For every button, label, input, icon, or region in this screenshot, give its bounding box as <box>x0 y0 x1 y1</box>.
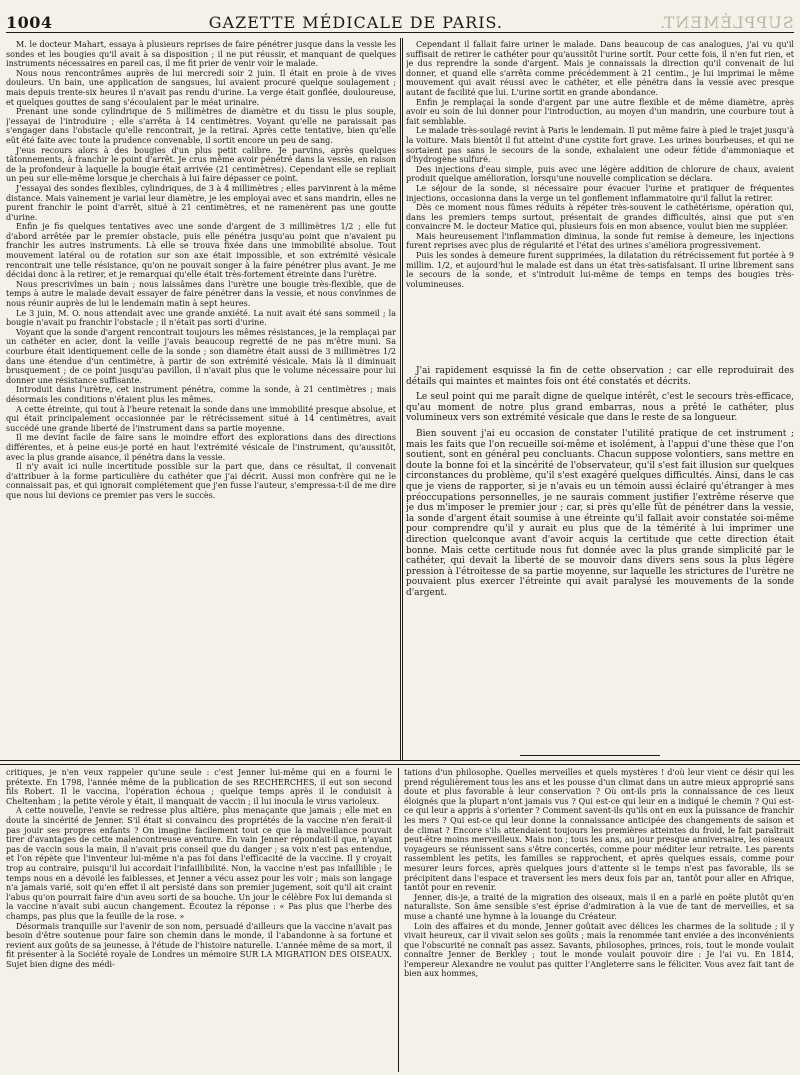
paragraph: Dès ce moment nous fûmes réduits à répéter très-souvent le cathétérisme, opération qui, dans les premiers temps surtout, présentait de grandes difficultés, ainsi que put s'en convaincre M. le docteur Matice qui, plusieurs fois en mon absence, voulut bien me suppléer. <box>406 203 794 232</box>
paragraph: Puis les sondes à demeure furent supprimées, la dilatation du rétrécissement fut portée à 9 millim. 1/2, et aujourd'hui le malade est dans un état très-satisfaisant. Il urine librement sans le secours de la sonde, et s'introduit lui-même de temps en temps des bougies très-volumineuses. <box>406 251 794 289</box>
article-column-right-conclusion <box>406 366 794 752</box>
paragraph: A cette étreinte, qui tout à l'heure retenait la sonde dans une immobilité presque absolue, et qui était principalement occasionnée par le rétrécissement situé à 14 centimètres, avait succédé une grande liberté de l'instrument dans sa partie moyenne. <box>6 404 396 433</box>
article-end-rule <box>520 755 660 756</box>
article-column-left <box>6 40 396 756</box>
paragraph: Jenner, dis-je, a traité de la migration des oiseaux, mais il en a parlé en poëte plutôt qu'en naturaliste. Son âme sensible s'est éprise d'admiration à la vue de tant de merveilles, et sa muse a chanté une hymne à la louange du Créateur. <box>404 892 794 921</box>
paragraph: Prenant une sonde cylindrique de 5 millimètres de diamètre et du tissu le plus souple, j'essayai de l'introduire ; elle s'arrêta à 14 centimètres. Voyant qu'elle ne paraissait pas s'engager dans l'obstacle qu'elle rencontrait, je la retirai. Après cette tentative, bien qu'elle eût été faite avec toute la prudence convenable, il sortit encore un peu de sang. <box>6 107 396 145</box>
paragraph: Nous nous rencontrâmes auprès de lui mercredi soir 2 juin. Il était en proie à de vives douleurs. Un bain, une application de sangsues, lui avaient procuré quelque soulagement ; mais depuis trente-six heures il n'avait pas rendu d'urine. La verge était gonflée, douloureuse, et quelques gouttes de sang s'écoulaient par le méat urinaire. <box>6 68 396 107</box>
paragraph: Cependant il fallait faire uriner le malade. Dans beaucoup de cas analogues, j'ai vu qu'il suffisait de retirer le cathéter pour qu'aussitôt l'urine sortît. Pour cette fois, il n'en fut rien, et je dus reprendre la sonde d'argent. Mais je connaissais la direction qu'il convenait de lui donner, et quand elle s'arrêta comme précédemment à 21 centim., je lui imprimai le même mouvement qui avait réussi avec le cathéter, et elle pénétra dans la vessie avec presque autant de facilité que lui. L'urine sortit en grande abondance. <box>406 40 794 97</box>
paragraph: Introduit dans l'urètre, cet instrument pénétra, comme la sonde, à 21 centimètres ; mais désormais les conditions n'étaient plus les mêmes. <box>6 385 396 404</box>
paragraph: tations d'un philosophe. Quelles merveilles et quels mystères ! d'où leur vient ce désir qui les prend régulièrement tous les ans et les pousse d'un climat dans un autre mieux approprié sans doute et plus favorable à leur conservation ? Où ont-ils pris la connaissance de ces lieux éloignés que la plupart n'ont jamais vus ? Qui est-ce qui leur en a indiqué le chemin ? Qui est-ce qui leur a appris à s'orienter ? Comment savent-ils qu'ils ont en eux la puissance de franchir les mers ? Qui est-ce qui leur donne la connaissance anticipée des changements de saison et de climat ? Encore s'ils attendaient toujours les premières atteintes du froid, le fait paraîtrait peut-être moins merveilleux. Mais non ; tous les ans, au jour presque anniversaire, les oiseaux voyageurs se réunissent sans s'être concertés, comme pour méditer leur retraite. Les parents rassemblent les petits, les familles se rapprochent, et après quelques essais, comme pour mesurer leurs forces, après quelques jours d'attente si le temps n'est pas favorable, ils se précipitent dans l'espace et traversent les mers deux fois par an, tantôt pour aller en Afrique, tantôt pour en revenir. <box>404 768 794 893</box>
paragraph: J'eus recours alors à des bougies d'un plus petit calibre. Je parvins, après quelques tâtonnements, à franchir le point d'arrêt. Je crus même avoir pénétré dans la vessie, en raison de la profondeur à laquelle la bougie était arrivée (21 centimètres). Cependant elle se repliait un peu sur elle-même lorsque je cherchais à lui faire dépasser ce point. <box>6 145 396 184</box>
paragraph: Mais heureusement l'inflammation diminua, la sonde fut remise à demeure, les injections furent reprises avec plus de régularité et l'état des urines s'améliora progressivement. <box>406 231 794 251</box>
paragraph: critiques, je n'en veux rappeler qu'une seule : c'est Jenner lui-même qui en a fourni le prétexte. En 1798, l'année même de la publication de ses RECHERCHES, il eut son second fils Robert. Il le vaccina, l'opération échoua ; quelque temps après il le conduisit à Cheltenham ; la petite vérole y était, il manquait de vaccin ; il lui inocula le virus varioleux. <box>6 768 392 806</box>
paragraph: Le malade très-soulagé revint à Paris le lendemain. Il put même faire à pied le trajet jusqu'à la voiture. Mais bientôt il fut atteint d'une cystite fort grave. Les urines bourbeuses, et qui ne sortaient pas sans le secours de la sonde, exhalaient une odeur fétide d'ammoniaque et d'hydrogène sulfuré. <box>406 126 794 165</box>
paragraph: J'ai rapidement esquissé la fin de cette observation ; car elle reproduirait des détails qui maintes et maintes fois ont été constatés et décrits. <box>406 366 794 387</box>
paragraph: J'essayai des sondes flexibles, cylindriques, de 3 à 4 millimètres ; elles parvinrent à la même distance. Mais vainement je variai leur diamètre, je les employai avec et sans mandrin, elles ne purent franchir le point d'arrêt, situé à 21 centimètres, et ne ramenèrent pas une goutte d'urine. <box>6 183 396 222</box>
paragraph: Le seul point qui me paraît digne de quelque intérêt, c'est le secours très-efficace, qu'au moment de notre plus grand embarras, nous a prêté le cathéter, plus volumineux vers son extrémité vésicale que dans le reste de sa longueur. <box>406 392 794 424</box>
feuilleton-column-right <box>404 768 794 1073</box>
journal-title: GAZETTE MÉDICALE DE PARIS. <box>208 13 503 32</box>
column-divider <box>402 38 403 760</box>
paragraph: Le 3 juin, M. O. nous attendait avec une grande anxiété. La nuit avait été sans sommeil ; la bougie n'avait pu franchir l'obstacle ; il n'était pas sorti d'urine. <box>6 308 396 328</box>
paragraph: Des injections d'eau simple, puis avec une légère addition de chlorure de chaux, avaient produit quelque amélioration, lorsqu'une nouvelle complication se déclara. <box>406 164 794 184</box>
feuilleton-rule <box>0 760 800 765</box>
paragraph: Voyant que la sonde d'argent rencontrait toujours les mêmes résistances, je la remplaçai par un cathéter en acier, dont la veille j'avais beaucoup regretté de ne pas m'être muni. Sa courbure était identiquement celle de la sonde ; son diamètre était aussi de 3 millimètres 1/2 dans une étendue d'un centimètre, à partir de son extrémité vésicale. Mais là il diminuait brusquement ; de ce point jusqu'au pavillon, il n'avait plus que le volume nécessaire pour lui donner une résistance suffisante. <box>6 327 396 385</box>
paragraph: Il n'y avait ici nulle incertitude possible sur la part que, dans ce résultat, il convenait d'attribuer à la forme particulière du cathéter que j'ai décrit. Aussi mon confrère qui ne le connaissait pas, et qui ignorait complétement que j'en fusse l'auteur, s'empressa-t-il de me dire que nous lui devions ce premier pas vers le succès. <box>6 462 396 500</box>
feuilleton-column-left <box>6 768 392 1073</box>
paragraph: Il me devint facile de faire sans le moindre effort des explorations dans des directions différentes, et à peine eus-je porté en haut l'extrémité vésicale de l'instrument, qu'aussitôt, avec la plus grande aisance, il pénétra dans la vessie. <box>6 433 396 462</box>
paragraph: Enfin je remplaçai la sonde d'argent par une autre flexible et de même diamètre, après avoir eu soin de lui donner pour l'introduction, au moyen d'un mandrin, une courbure tout à fait semblable. <box>406 97 794 126</box>
paragraph: Enfin je fis quelques tentatives avec une sonde d'argent de 3 millimètres 1/2 ; elle fut d'abord arrêtée par le premier obstacle, puis elle pénétra jusqu'au point que n'avaient pu franchir les autres instruments. Là elle se trouva fixée dans une immobilité absolue. Tout mouvement latéral ou de rotation sur son axe était impossible, et son extrémité vésicale rencontrait une telle résistance, qu'on ne pouvait songer à la faire pénétrer plus avant. Je me décidai donc à la retirer, et je remarquai qu'elle était très-fortement étreinte dans l'urètre. <box>6 222 396 280</box>
paragraph: Le séjour de la sonde, si nécessaire pour évacuer l'urine et pratiquer de fréquentes injections, occasionna dans la verge un tel gonflement inflammatoire qu'il fallut la retirer. <box>406 183 794 203</box>
article-column-right <box>406 40 794 356</box>
paragraph: A cette nouvelle, l'envie se redresse plus altière, plus menaçante que jamais ; elle met en doute la sincérité de Jenner. S'il était si convaincu des propriétés de la vaccine n'en ferait-il pas jouir ses propres enfants ? On imagine facilement tout ce que la malveillance pouvait tirer d'avantages de cette malencontreuse aventure. En vain Jenner répondait-il que, n'ayant pas de vaccin sous la main, il n'avait pris conseil que du danger ; sa voix n'est pas entendue, et l'on répète que l'inventeur lui-même n'a pas foi dans l'efficacité de la vaccine. Il y croyait trop au contraire, puisqu'il lui accordait l'infaillibilité. Non, la vaccine n'est pas infaillible ; le temps nous en a dévoilé les faiblesses, et Jenner a vécu assez pour les voir ; mais son langage n'a jamais varié, soit qu'en effet il ait persisté dans son premier jugement, soit qu'il ait craint l'abus qu'on pourrait faire d'un aveu sorti de sa bouche. Un jour le célèbre Fox lui demanda si la vaccine n'avait subi aucun changement. Écoutez la réponse : « Pas plus que l'herbe des champs, pas plus que la feuille de la rose. » <box>6 806 392 921</box>
page-number: 1004 <box>6 13 53 32</box>
paragraph: Désormais tranquille sur l'avenir de son nom, persuadé d'ailleurs que la vaccine n'avait pas besoin d'être soutenue pour faire son chemin dans le monde, il l'abandonne à sa fortune et revient aux goûts de sa jeunesse, à l'étude de l'histoire naturelle. L'année même de sa mort, il fit présenter à la Société royale de Londres un mémoire SUR LA MIGRATION DES OISEAUX. Sujet bien digne des médi- <box>6 921 392 969</box>
page-header <box>6 6 794 33</box>
column-divider <box>400 38 401 760</box>
paragraph: M. le docteur Mahart, essaya à plusieurs reprises de faire pénétrer jusque dans la vessie les sondes et les bougies qu'il avait à sa disposition ; il ne put réussir, et manquant de quelques instruments nécessaires en pareil cas, il me fit prier de venir voir le malade. <box>6 40 396 69</box>
paragraph: Bien souvent j'ai eu occasion de constater l'utilité pratique de cet instrument ; mais les faits que l'on recueille soi-même et isolément, à l'appui d'une thèse que l'on soutient, sont en général peu concluants. Chacun suppose volontiers, sans mettre en doute la bonne foi et la sincérité de l'observateur, qu'il s'est fait illusion sur quelques circonstances du problème, qu'il s'est exagéré quelques difficultés. Ainsi, dans le cas que je viens de rapporter, si je n'avais eu un témoin aussi éclairé qu'étranger à mes préoccupations personnelles, je ne saurais comment justifier l'extrême réserve que je dus m'imposer le premier jour ; car, si près qu'elle fût de pénétrer dans la vessie, la sonde d'argent était soumise à une étreinte qu'il fallait avoir constatée soi-même pour comprendre qu'il y aurait eu plus que de la témérité à lui imprimer une direction quelconque avant d'avoir acquis la certitude que cette direction était bonne. Mais cette certitude nous fut donnée avec la plus grande simplicité par le cathéter, qui devait la liberté de se mouvoir dans divers sens sous la plus légère pression à l'étroitesse de sa partie moyenne, sur laquelle les strictures de l'urètre ne pouvaient plus exercer l'étreinte qui avait paralysé les mouvements de la sonde d'argent. <box>406 428 794 598</box>
bleed-through-title: SUPPLÉMENT. <box>659 13 794 32</box>
paragraph: Nous prescrivîmes un bain ; nous laissâmes dans l'urètre une bougie très-flexible, que de temps à autre le malade devait essayer de faire pénétrer dans la vessie, et nous convînmes de nous réunir auprès de lui le lendemain matin à sept heures. <box>6 279 396 309</box>
paragraph: Loin des affaires et du monde, Jenner goûtait avec délices les charmes de la solitude ; il y vivait heureux, car il vivait selon ses goûts ; mais la renommée tant enviée a des inconvénients que l'obscurité ne connaît pas assez. Savants, philosophes, princes, rois, tout le monde voulait connaître Jenner de Berkley ; tout le monde voulait pouvoir dire : Je l'ai vu. En 1814, l'empereur Alexandre ne voulut pas quitter l'Angleterre sans le féliciter. Vous avez fait tant de bien aux hommes, <box>404 921 794 979</box>
feuilleton-divider <box>398 768 399 1072</box>
